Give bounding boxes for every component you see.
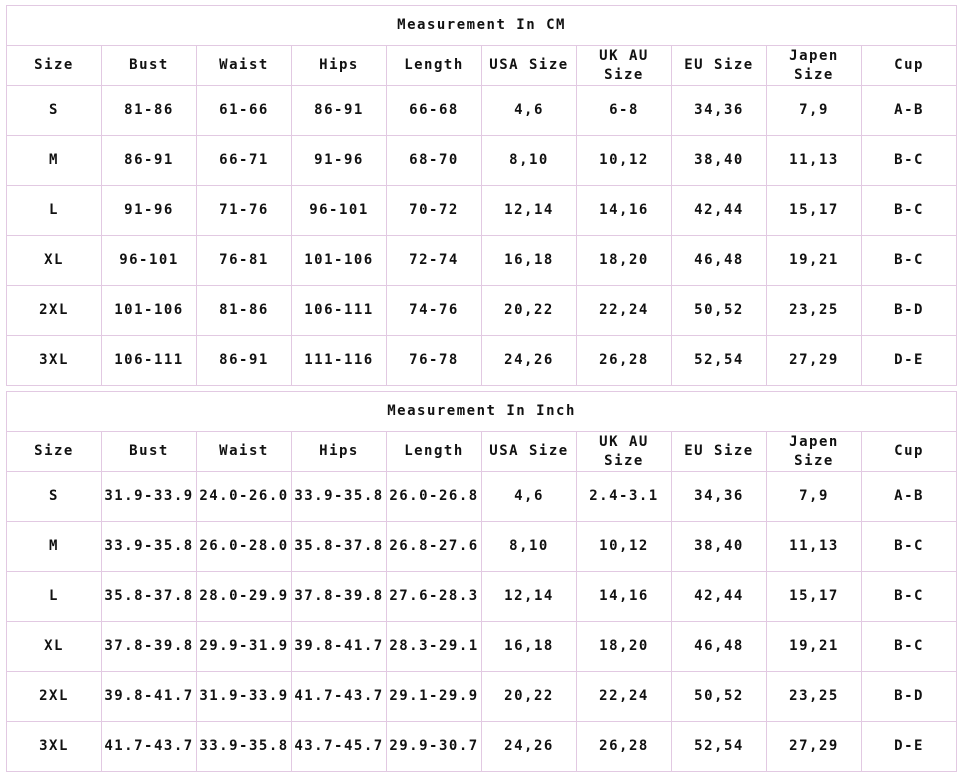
- table-cell: 106-111: [102, 336, 197, 386]
- column-header: Length: [387, 432, 482, 472]
- table-cell: 19,21: [767, 622, 862, 672]
- table-cell: 26.8-27.6: [387, 522, 482, 572]
- table-cell: 111-116: [292, 336, 387, 386]
- table-cell: 29.9-31.9: [197, 622, 292, 672]
- table-cell: 71-76: [197, 186, 292, 236]
- table-cell: 27,29: [767, 336, 862, 386]
- table-cell: 81-86: [102, 86, 197, 136]
- table-cell: 18,20: [577, 236, 672, 286]
- table-cell: 46,48: [672, 236, 767, 286]
- table-cell: 81-86: [197, 286, 292, 336]
- cm-table-body: [7, 86, 957, 386]
- table-cell: B-C: [862, 136, 957, 186]
- table-cell: 39.8-41.7: [102, 672, 197, 722]
- table-cell: B-C: [862, 236, 957, 286]
- table-cell: 27,29: [767, 722, 862, 772]
- table-cell: 106-111: [292, 286, 387, 336]
- table-cell: 33.9-35.8: [197, 722, 292, 772]
- table-cell: 2XL: [7, 672, 102, 722]
- table-cell: 23,25: [767, 286, 862, 336]
- table-cell: 12,14: [482, 186, 577, 236]
- table-cell: D-E: [862, 722, 957, 772]
- column-header: Cup: [862, 46, 957, 86]
- table-cell: 4,6: [482, 472, 577, 522]
- table-cell: 15,17: [767, 186, 862, 236]
- column-header: Japen Size: [767, 432, 862, 472]
- table-cell: 11,13: [767, 522, 862, 572]
- table-cell: 16,18: [482, 236, 577, 286]
- table-cell: 41.7-43.7: [292, 672, 387, 722]
- table-cell: XL: [7, 622, 102, 672]
- table-row: [7, 522, 957, 572]
- table-cell: 101-106: [292, 236, 387, 286]
- table-cell: 43.7-45.7: [292, 722, 387, 772]
- table-cell: 66-68: [387, 86, 482, 136]
- table-cell: M: [7, 136, 102, 186]
- table-cell: 70-72: [387, 186, 482, 236]
- table-row: [7, 722, 957, 772]
- table-cell: 52,54: [672, 336, 767, 386]
- table-cell: 20,22: [482, 672, 577, 722]
- table-cell: 3XL: [7, 722, 102, 772]
- table-row: [7, 336, 957, 386]
- table-cell: 24,26: [482, 336, 577, 386]
- table-cell: B-C: [862, 186, 957, 236]
- table-cell: 18,20: [577, 622, 672, 672]
- inch-table-body: [7, 472, 957, 772]
- table-cell: 46,48: [672, 622, 767, 672]
- table-cell: 96-101: [102, 236, 197, 286]
- table-cell: 66-71: [197, 136, 292, 186]
- table-cell: 61-66: [197, 86, 292, 136]
- table-cell: 86-91: [197, 336, 292, 386]
- inch-table-title: Measurement In Inch: [7, 392, 957, 432]
- table-cell: 50,52: [672, 286, 767, 336]
- table-cell: B-C: [862, 522, 957, 572]
- table-cell: B-C: [862, 572, 957, 622]
- table-cell: 35.8-37.8: [102, 572, 197, 622]
- table-cell: 29.9-30.7: [387, 722, 482, 772]
- table-cell: M: [7, 522, 102, 572]
- column-header: UK AU Size: [577, 432, 672, 472]
- table-cell: 28.0-29.9: [197, 572, 292, 622]
- column-header: Hips: [292, 46, 387, 86]
- column-header: USA Size: [482, 432, 577, 472]
- table-cell: 10,12: [577, 136, 672, 186]
- column-header: Hips: [292, 432, 387, 472]
- table-row: [7, 86, 957, 136]
- table-cell: 91-96: [292, 136, 387, 186]
- inch-header-row: [7, 432, 957, 472]
- column-header: Waist: [197, 46, 292, 86]
- table-cell: 76-78: [387, 336, 482, 386]
- table-cell: 74-76: [387, 286, 482, 336]
- column-header: Size: [7, 432, 102, 472]
- cm-table-title: Measurement In CM: [7, 6, 957, 46]
- table-cell: 72-74: [387, 236, 482, 286]
- column-header: Japen Size: [767, 46, 862, 86]
- cm-size-table: [6, 5, 957, 386]
- column-header: EU Size: [672, 432, 767, 472]
- table-row: [7, 236, 957, 286]
- table-cell: 11,13: [767, 136, 862, 186]
- table-cell: 22,24: [577, 672, 672, 722]
- table-cell: 7,9: [767, 472, 862, 522]
- table-cell: L: [7, 572, 102, 622]
- table-cell: 15,17: [767, 572, 862, 622]
- table-cell: 3XL: [7, 336, 102, 386]
- table-cell: 8,10: [482, 136, 577, 186]
- table-cell: D-E: [862, 336, 957, 386]
- table-cell: L: [7, 186, 102, 236]
- table-cell: 101-106: [102, 286, 197, 336]
- table-cell: 31.9-33.9: [102, 472, 197, 522]
- table-cell: 41.7-43.7: [102, 722, 197, 772]
- column-header: Length: [387, 46, 482, 86]
- table-cell: 26.0-26.8: [387, 472, 482, 522]
- table-cell: 19,21: [767, 236, 862, 286]
- table-cell: 37.8-39.8: [292, 572, 387, 622]
- table-cell: 38,40: [672, 136, 767, 186]
- table-row: [7, 286, 957, 336]
- table-cell: 16,18: [482, 622, 577, 672]
- table-cell: 12,14: [482, 572, 577, 622]
- table-cell: 8,10: [482, 522, 577, 572]
- table-row: [7, 186, 957, 236]
- table-row: [7, 622, 957, 672]
- column-header: Waist: [197, 432, 292, 472]
- table-cell: 24.0-26.0: [197, 472, 292, 522]
- table-cell: 91-96: [102, 186, 197, 236]
- column-header: USA Size: [482, 46, 577, 86]
- table-cell: 26,28: [577, 722, 672, 772]
- table-cell: A-B: [862, 472, 957, 522]
- table-cell: 35.8-37.8: [292, 522, 387, 572]
- table-cell: 22,24: [577, 286, 672, 336]
- column-header: EU Size: [672, 46, 767, 86]
- table-cell: 24,26: [482, 722, 577, 772]
- table-cell: 27.6-28.3: [387, 572, 482, 622]
- table-cell: 37.8-39.8: [102, 622, 197, 672]
- table-cell: 29.1-29.9: [387, 672, 482, 722]
- column-header: Cup: [862, 432, 957, 472]
- table-cell: 86-91: [102, 136, 197, 186]
- table-cell: 33.9-35.8: [292, 472, 387, 522]
- table-cell: 42,44: [672, 186, 767, 236]
- inch-size-table: [6, 391, 957, 772]
- table-cell: B-D: [862, 672, 957, 722]
- table-row: [7, 572, 957, 622]
- table-cell: 20,22: [482, 286, 577, 336]
- table-cell: 50,52: [672, 672, 767, 722]
- table-cell: 2.4-3.1: [577, 472, 672, 522]
- column-header: Bust: [102, 432, 197, 472]
- table-cell: 68-70: [387, 136, 482, 186]
- table-cell: S: [7, 472, 102, 522]
- table-row: [7, 472, 957, 522]
- column-header: Size: [7, 46, 102, 86]
- table-cell: 7,9: [767, 86, 862, 136]
- table-cell: B-C: [862, 622, 957, 672]
- table-cell: 42,44: [672, 572, 767, 622]
- table-cell: 4,6: [482, 86, 577, 136]
- cm-header-row: [7, 46, 957, 86]
- table-cell: XL: [7, 236, 102, 286]
- table-row: [7, 136, 957, 186]
- table-cell: 34,36: [672, 86, 767, 136]
- table-cell: 31.9-33.9: [197, 672, 292, 722]
- table-cell: 23,25: [767, 672, 862, 722]
- table-cell: A-B: [862, 86, 957, 136]
- table-cell: 39.8-41.7: [292, 622, 387, 672]
- table-cell: 14,16: [577, 186, 672, 236]
- table-cell: 33.9-35.8: [102, 522, 197, 572]
- table-cell: 52,54: [672, 722, 767, 772]
- table-cell: 86-91: [292, 86, 387, 136]
- column-header: UK AU Size: [577, 46, 672, 86]
- column-header: Bust: [102, 46, 197, 86]
- table-cell: 34,36: [672, 472, 767, 522]
- table-cell: B-D: [862, 286, 957, 336]
- table-cell: 26,28: [577, 336, 672, 386]
- table-cell: 76-81: [197, 236, 292, 286]
- table-cell: 2XL: [7, 286, 102, 336]
- table-cell: 26.0-28.0: [197, 522, 292, 572]
- table-cell: 96-101: [292, 186, 387, 236]
- table-cell: 28.3-29.1: [387, 622, 482, 672]
- table-cell: 14,16: [577, 572, 672, 622]
- table-cell: 38,40: [672, 522, 767, 572]
- table-cell: 10,12: [577, 522, 672, 572]
- table-row: [7, 672, 957, 722]
- table-cell: S: [7, 86, 102, 136]
- table-cell: 6-8: [577, 86, 672, 136]
